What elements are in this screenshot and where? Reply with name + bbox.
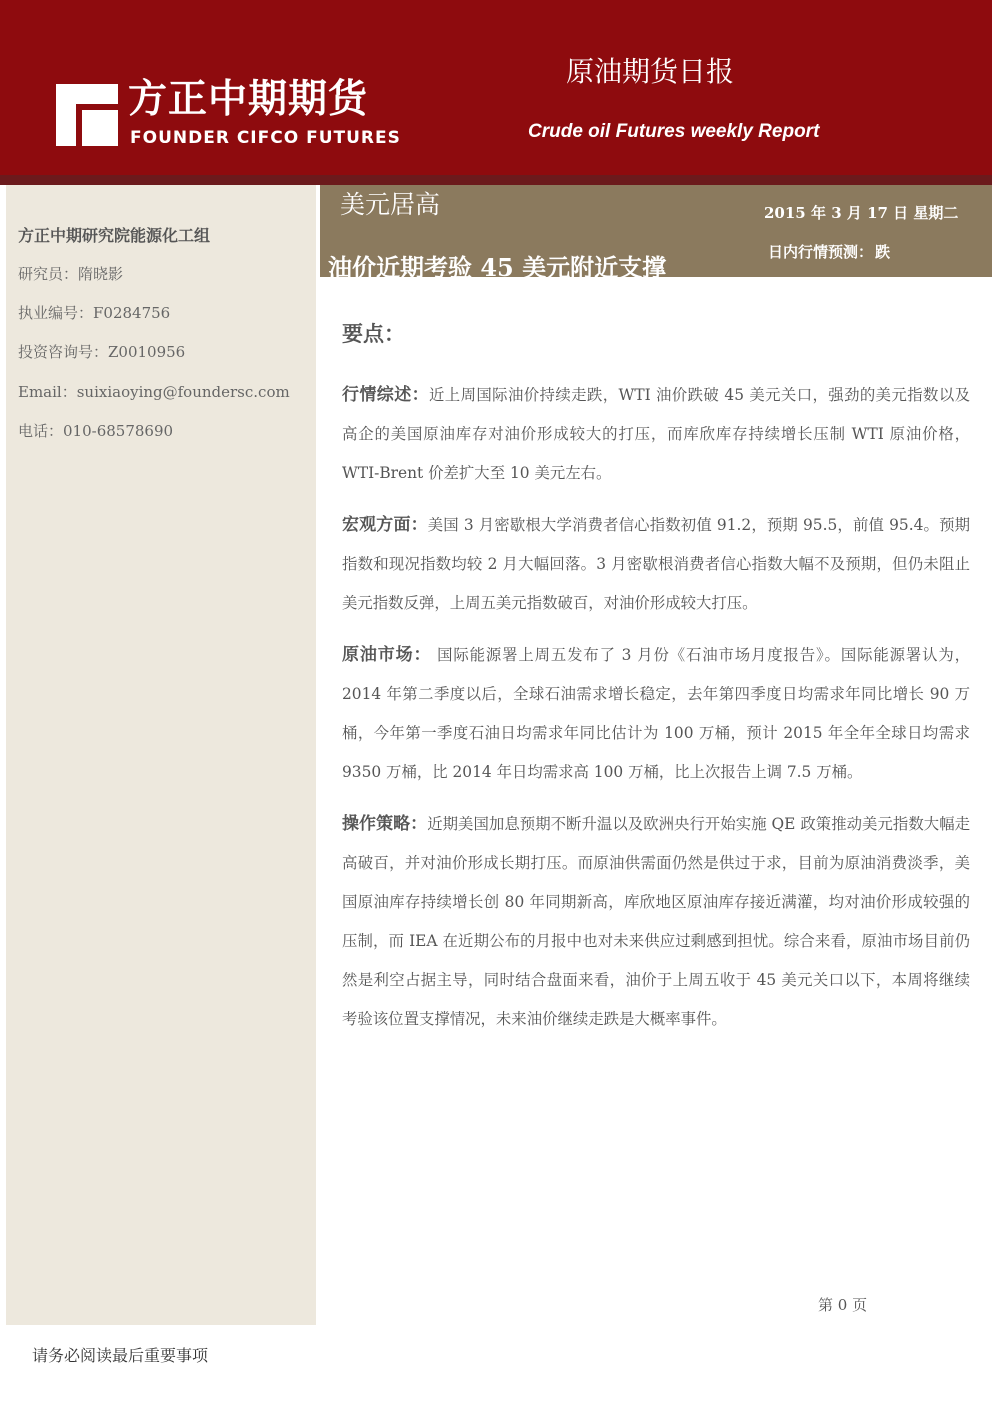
analyst-phone: 电话：010-68578690 xyxy=(18,422,174,440)
report-date: 2015 年 3 月 17 日 星期二 xyxy=(764,204,959,222)
section-lead: 宏观方面： xyxy=(342,515,428,535)
analyst-name: 研究员：隋晓影 xyxy=(18,265,124,283)
section-macro xyxy=(342,506,970,623)
consulting-number: 投资咨询号：Z0010956 xyxy=(18,343,186,361)
key-points-heading: 要点： xyxy=(342,321,405,346)
section-lead: 原油市场： xyxy=(342,645,432,665)
research-group: 方正中期研究院能源化工组 xyxy=(18,226,211,245)
report-title-en: Crude oil Futures weekly Report xyxy=(528,121,820,142)
report-title-cn: 原油期货日报 xyxy=(566,55,735,88)
forecast-label: 日内行情预测： xyxy=(768,243,874,261)
headline-line-1: 美元居高 xyxy=(340,190,441,219)
intraday-forecast xyxy=(766,241,890,262)
section-crude-market xyxy=(342,636,970,792)
section-market-summary xyxy=(342,376,970,493)
section-strategy xyxy=(342,805,970,1039)
author-sidebar xyxy=(6,185,316,1325)
section-lead: 行情综述： xyxy=(342,385,430,405)
license-number: 执业编号：F0284756 xyxy=(18,304,171,322)
report-header xyxy=(0,0,992,175)
disclaimer-note: 请务必阅读最后重要事项 xyxy=(32,1346,209,1365)
founder-logo-icon xyxy=(56,84,118,146)
forecast-value: 跌 xyxy=(875,243,891,261)
section-text: 美国 3 月密歇根大学消费者信心指数初值 91.2，预期 95.5，前值 95.4。预期指数和现况指数均较 2 月大幅回落。3 月密歇根消费者信心指数大幅不及预期，但仍未阻止美元指数反弹，上周五美元指数破百，对油价形成较大打压。 xyxy=(342,516,971,612)
report-body xyxy=(342,308,970,1052)
page-number: 第 0 页 xyxy=(818,1296,868,1314)
section-text: 近上周国际油价持续走跌，WTI 油价跌破 45 美元关口，强劲的美元指数以及高企的美国原油库存对油价形成较大的打压，而库欣库存持续增长压制 WTI 原油价格，WTI-Brent 价差扩大至 10 美元左右。 xyxy=(342,386,970,482)
headline-line-2: 油价近期考验 45 美元附近支撑 xyxy=(328,253,667,282)
section-text: 近期美国加息预期不断升温以及欧洲央行开始实施 QE 政策推动美元指数大幅走高破百，并对油价形成长期打压。而原油供需面仍然是供过于求，目前为原油消费淡季，美国原油库存持续增长创 80 年同期新高，库欣地区原油库存接近满灌，均对油价形成较强的压制，而 IEA 在近期公布的月报中也对未来供应过剩感到担忧。综合来看，原油市场目前仍然是利空占据主导，同时结合盘面来看，油价于上周五收于 45 美元关口以下，本周将继续考验该位置支撑情况，未来油价继续走跌是大概率事件。 xyxy=(342,815,971,1028)
analyst-email: Email：suixiaoying@foundersc.com xyxy=(18,383,290,401)
section-text: 国际能源署上周五发布了 3 月份《石油市场月度报告》。国际能源署认为，2014 年第二季度以后，全球石油需求增长稳定，去年第四季度日均需求年同比增长 90 万桶，今年第一季度石油日均需求年同比估计为 100 万桶，预计 2015 年全年全球日均需求 9350 万桶，比 2014 年日均需求高 100 万桶，比上次报告上调 7.5 万桶。 xyxy=(342,646,970,781)
header-divider xyxy=(0,175,992,185)
headline-bar xyxy=(320,185,992,282)
brand-name-en: FOUNDER CIFCO FUTURES xyxy=(130,128,401,148)
section-lead: 操作策略： xyxy=(342,814,428,834)
brand-name-cn: 方正中期期货 xyxy=(128,77,369,122)
